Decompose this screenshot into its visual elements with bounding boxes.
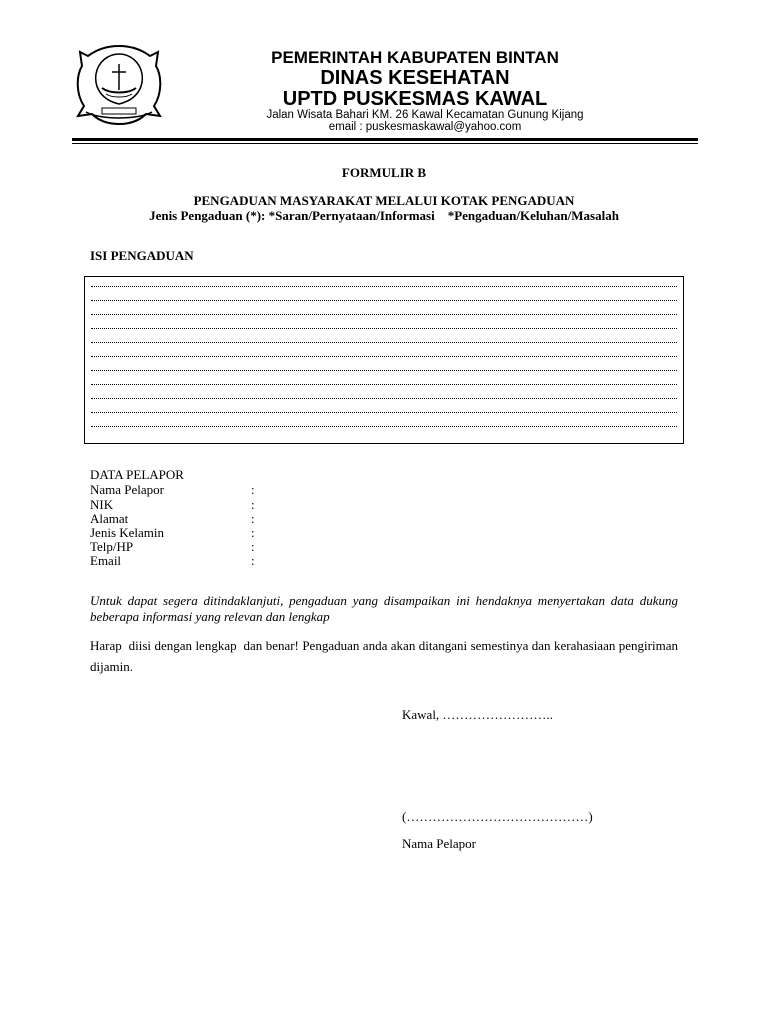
letterhead-rule-thin: [72, 143, 698, 144]
complaint-type-line: Jenis Pengaduan (*): *Saran/Pernyataan/Informasi *Pengaduan/Keluhan/Masalah: [149, 208, 619, 223]
field-label: Email: [90, 553, 122, 568]
letterhead-address: Jalan Wisata Bahari KM. 26 Kawal Kecamatan Gunung Kijang: [266, 109, 584, 121]
field-colon: :: [251, 525, 255, 540]
field-colon: :: [251, 553, 255, 568]
dotted-write-line: [91, 314, 677, 315]
field-label: Alamat: [90, 511, 129, 526]
dotted-write-line: [91, 300, 677, 301]
place-date-line: Kawal, ……………………..: [402, 707, 553, 722]
letterhead-department: DINAS KESEHATAN: [320, 67, 510, 89]
form-subtitle: PENGADUAN MASYARAKAT MELALUI KOTAK PENGADUAN: [193, 193, 575, 208]
field-label: Nama Pelapor: [90, 482, 165, 497]
supporting-data-note: Untuk dapat segera ditindaklanjuti, pengaduan yang disampaikan ini hendaknya menyertakan data dukung beberapa informasi yang relevan dan lengkap: [90, 593, 678, 624]
field-row-jenis-kelamin[interactable]: [90, 525, 390, 540]
letterhead-rule-thick: [72, 138, 698, 141]
field-colon: :: [251, 539, 255, 554]
dotted-write-line: [91, 370, 677, 371]
dotted-write-line: [91, 384, 677, 385]
form-title: FORMULIR B: [341, 165, 427, 180]
completion-instruction: Harap diisi dengan lengkap dan benar! Pengaduan anda akan ditangani semestinya dan kerahasiaan pengiriman dijamin.: [90, 638, 682, 674]
field-label: NIK: [90, 497, 114, 512]
dotted-write-line: [91, 356, 677, 357]
field-row-nik[interactable]: [90, 497, 390, 512]
dotted-write-line: [91, 426, 677, 427]
field-row-alamat[interactable]: [90, 511, 390, 526]
complaint-content-label: ISI PENGADUAN: [90, 248, 194, 263]
signature-line: (……………………………………): [402, 809, 593, 824]
field-row-telp-hp[interactable]: [90, 539, 390, 554]
dotted-write-line: [91, 328, 677, 329]
field-row-email[interactable]: [90, 553, 390, 568]
letterhead-government: PEMERINTAH KABUPATEN BINTAN: [271, 48, 559, 67]
dotted-write-line: [91, 412, 677, 413]
letterhead-email: email : puskesmaskawal@yahoo.com: [328, 121, 522, 133]
field-label: Telp/HP: [90, 539, 134, 554]
signature-name-label: Nama Pelapor: [402, 836, 477, 851]
letterhead-unit: UPTD PUSKESMAS KAWAL: [282, 88, 548, 110]
field-colon: :: [251, 511, 255, 526]
regency-emblem-icon: [72, 42, 166, 128]
reporter-data-heading: DATA PELAPOR: [90, 467, 184, 482]
complaint-content-box[interactable]: [84, 276, 684, 444]
field-row-nama-pelapor[interactable]: [90, 482, 390, 497]
dotted-write-line: [91, 286, 677, 287]
dotted-write-line: [91, 342, 677, 343]
field-label: Jenis Kelamin: [90, 525, 165, 540]
field-colon: :: [251, 497, 255, 512]
field-colon: :: [251, 482, 255, 497]
dotted-write-line: [91, 398, 677, 399]
